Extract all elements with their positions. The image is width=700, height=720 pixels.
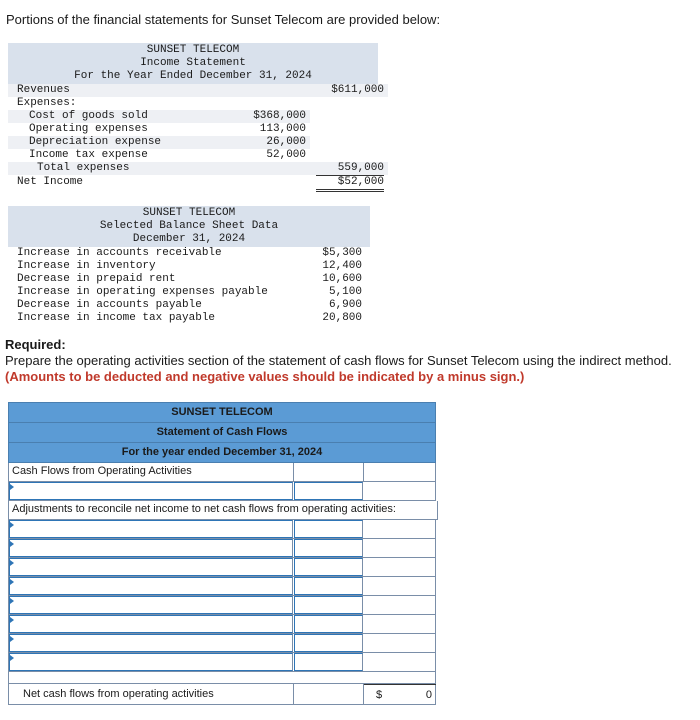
bs-item-label: Increase in operating expenses payable <box>17 286 268 298</box>
dropdown-marker-icon <box>10 522 14 528</box>
bs-item-label: Decrease in prepaid rent <box>17 273 176 285</box>
bs-item <box>8 299 370 312</box>
required-note: (Amounts to be deducted and negative values should be indicated by a minus sign.) <box>5 369 525 384</box>
cf-section-cell <box>9 463 294 481</box>
bs-item <box>8 273 370 286</box>
bs-item-value: 20,800 <box>322 312 362 324</box>
cf-title: Statement of Cash Flows <box>8 423 436 443</box>
is-total-label: Total expenses <box>37 162 130 174</box>
intro-text: Portions of the financial statements for Sunset Telecom are provided below: <box>6 12 441 27</box>
is-expense-row <box>8 149 310 162</box>
cf-empty-cell <box>364 482 436 500</box>
bs-item <box>8 312 370 325</box>
is-expenses-row <box>8 97 388 110</box>
cf-label-input[interactable] <box>9 615 293 633</box>
is-period: For the Year Ended December 31, 2024 <box>74 70 312 82</box>
bs-item-label: Increase in income tax payable <box>17 312 216 324</box>
bs-header <box>8 206 370 247</box>
cf-adjustment-row <box>8 520 436 539</box>
cf-adjustment-row <box>8 634 436 653</box>
is-expense-label: Income tax expense <box>29 149 148 161</box>
bs-title: Selected Balance Sheet Data <box>99 220 279 232</box>
cf-amount-input[interactable] <box>294 558 363 576</box>
cf-section-label: Cash Flows from Operating Activities <box>12 465 192 477</box>
cf-adjust-row <box>8 501 438 520</box>
cf-label-input[interactable] <box>9 653 293 671</box>
required-heading: Required: <box>5 337 66 352</box>
cf-amount-input[interactable] <box>294 615 363 633</box>
cf-adjustment-row <box>8 539 436 558</box>
is-total-row <box>8 162 388 175</box>
cf-adjust-label: Adjustments to reconcile net income to net cash flows from operating activities: <box>12 503 396 515</box>
cf-empty-cell <box>294 463 364 481</box>
dropdown-marker-icon <box>10 579 14 585</box>
bs-item-value: 6,900 <box>328 299 362 311</box>
cf-empty-cell <box>294 684 364 704</box>
is-expense-row <box>8 136 310 149</box>
income-statement-header <box>8 43 378 84</box>
bs-company: SUNSET TELECOM <box>142 207 236 219</box>
cf-company: SUNSET TELECOM <box>8 402 436 423</box>
bs-item <box>8 286 370 299</box>
cf-total-value: 0 <box>425 689 432 701</box>
cf-label-input[interactable] <box>9 520 293 538</box>
cf-empty-cell <box>364 463 436 481</box>
cf-adjustment-row <box>8 596 436 615</box>
bs-item-value: 5,100 <box>328 286 362 298</box>
cf-empty-cell <box>364 634 436 652</box>
required-section <box>5 337 672 385</box>
is-expense-value: $368,000 <box>253 110 306 122</box>
is-company: SUNSET TELECOM <box>146 44 240 56</box>
cf-label-input[interactable] <box>9 634 293 652</box>
bs-item-label: Increase in inventory <box>17 260 156 272</box>
is-total-value: 559,000 <box>316 162 384 176</box>
cf-total-dollar: $ <box>376 689 383 701</box>
cf-section-row <box>8 463 436 482</box>
cf-amount-input[interactable] <box>294 634 363 652</box>
is-expense-label: Depreciation expense <box>29 136 162 148</box>
bs-item-label: Decrease in accounts payable <box>17 299 202 311</box>
is-expense-value: 52,000 <box>254 149 306 163</box>
dropdown-marker-icon <box>10 636 14 642</box>
is-expense-value: 113,000 <box>259 123 306 135</box>
cf-adjustment-row <box>8 558 436 577</box>
cf-net-income-row <box>8 482 436 501</box>
bs-item-label: Increase in accounts receivable <box>17 247 222 259</box>
cf-label-input[interactable] <box>9 558 293 576</box>
bs-item-value: 10,600 <box>322 273 362 285</box>
cf-label-input[interactable] <box>9 596 293 614</box>
balance-sheet-data <box>8 206 370 325</box>
is-expenses-label: Expenses: <box>17 97 77 109</box>
is-expense-value: 26,000 <box>266 136 306 148</box>
is-expense-row <box>8 123 310 136</box>
cf-label-input[interactable] <box>9 539 293 557</box>
is-net-row <box>8 176 388 189</box>
income-statement <box>8 43 388 189</box>
dropdown-marker-icon <box>10 560 14 566</box>
is-expense-row <box>8 110 310 123</box>
cf-total-cell <box>9 684 294 704</box>
is-net-label: Net Income <box>17 176 84 188</box>
dropdown-marker-icon <box>10 598 14 604</box>
is-expense-label: Operating expenses <box>29 123 148 135</box>
bs-item <box>8 247 370 260</box>
cf-empty-cell <box>364 653 436 671</box>
bs-item-value: $5,300 <box>322 247 362 259</box>
dropdown-marker-icon <box>10 617 14 623</box>
cf-empty-cell <box>364 596 436 614</box>
cf-amount-input[interactable] <box>294 577 363 595</box>
is-title: Income Statement <box>140 57 246 69</box>
cf-amount-input[interactable] <box>294 482 363 500</box>
cf-empty-cell <box>364 615 436 633</box>
cf-period: For the year ended December 31, 2024 <box>8 443 436 463</box>
cf-total-row <box>8 684 436 705</box>
cf-amount-input[interactable] <box>294 596 363 614</box>
bs-date: December 31, 2024 <box>132 233 246 245</box>
cf-adjustment-row <box>8 653 436 672</box>
cf-empty-cell <box>364 577 436 595</box>
cf-label-input[interactable] <box>9 577 293 595</box>
cf-adjustment-row <box>8 577 436 596</box>
cf-total-value-cell <box>364 684 436 705</box>
dropdown-marker-icon <box>10 484 14 490</box>
dropdown-marker-icon <box>10 655 14 661</box>
is-revenues-value: $611,000 <box>331 84 384 96</box>
dropdown-marker-icon <box>10 541 14 547</box>
cf-adjustment-row <box>8 615 436 634</box>
cf-amount-input[interactable] <box>294 539 363 557</box>
cf-amount-input[interactable] <box>294 653 363 671</box>
is-revenues-label: Revenues <box>17 84 70 96</box>
cf-label-input[interactable] <box>9 482 293 500</box>
cf-total-label: Net cash flows from operating activities <box>23 688 214 700</box>
cash-flow-statement <box>8 402 436 705</box>
cf-empty-cell <box>364 558 436 576</box>
bs-item-value: 12,400 <box>322 260 362 272</box>
cf-empty-cell <box>364 520 436 538</box>
cf-spacer-row <box>8 672 436 684</box>
required-text: Prepare the operating activities section of the statement of cash flows for Sunset Telecom using the indirect method. <box>5 353 672 368</box>
cf-amount-input[interactable] <box>294 520 363 538</box>
is-expense-label: Cost of goods sold <box>29 110 148 122</box>
bs-item <box>8 260 370 273</box>
cf-empty-cell <box>364 539 436 557</box>
is-revenues-row <box>8 84 388 97</box>
is-net-value: $52,000 <box>316 176 384 192</box>
